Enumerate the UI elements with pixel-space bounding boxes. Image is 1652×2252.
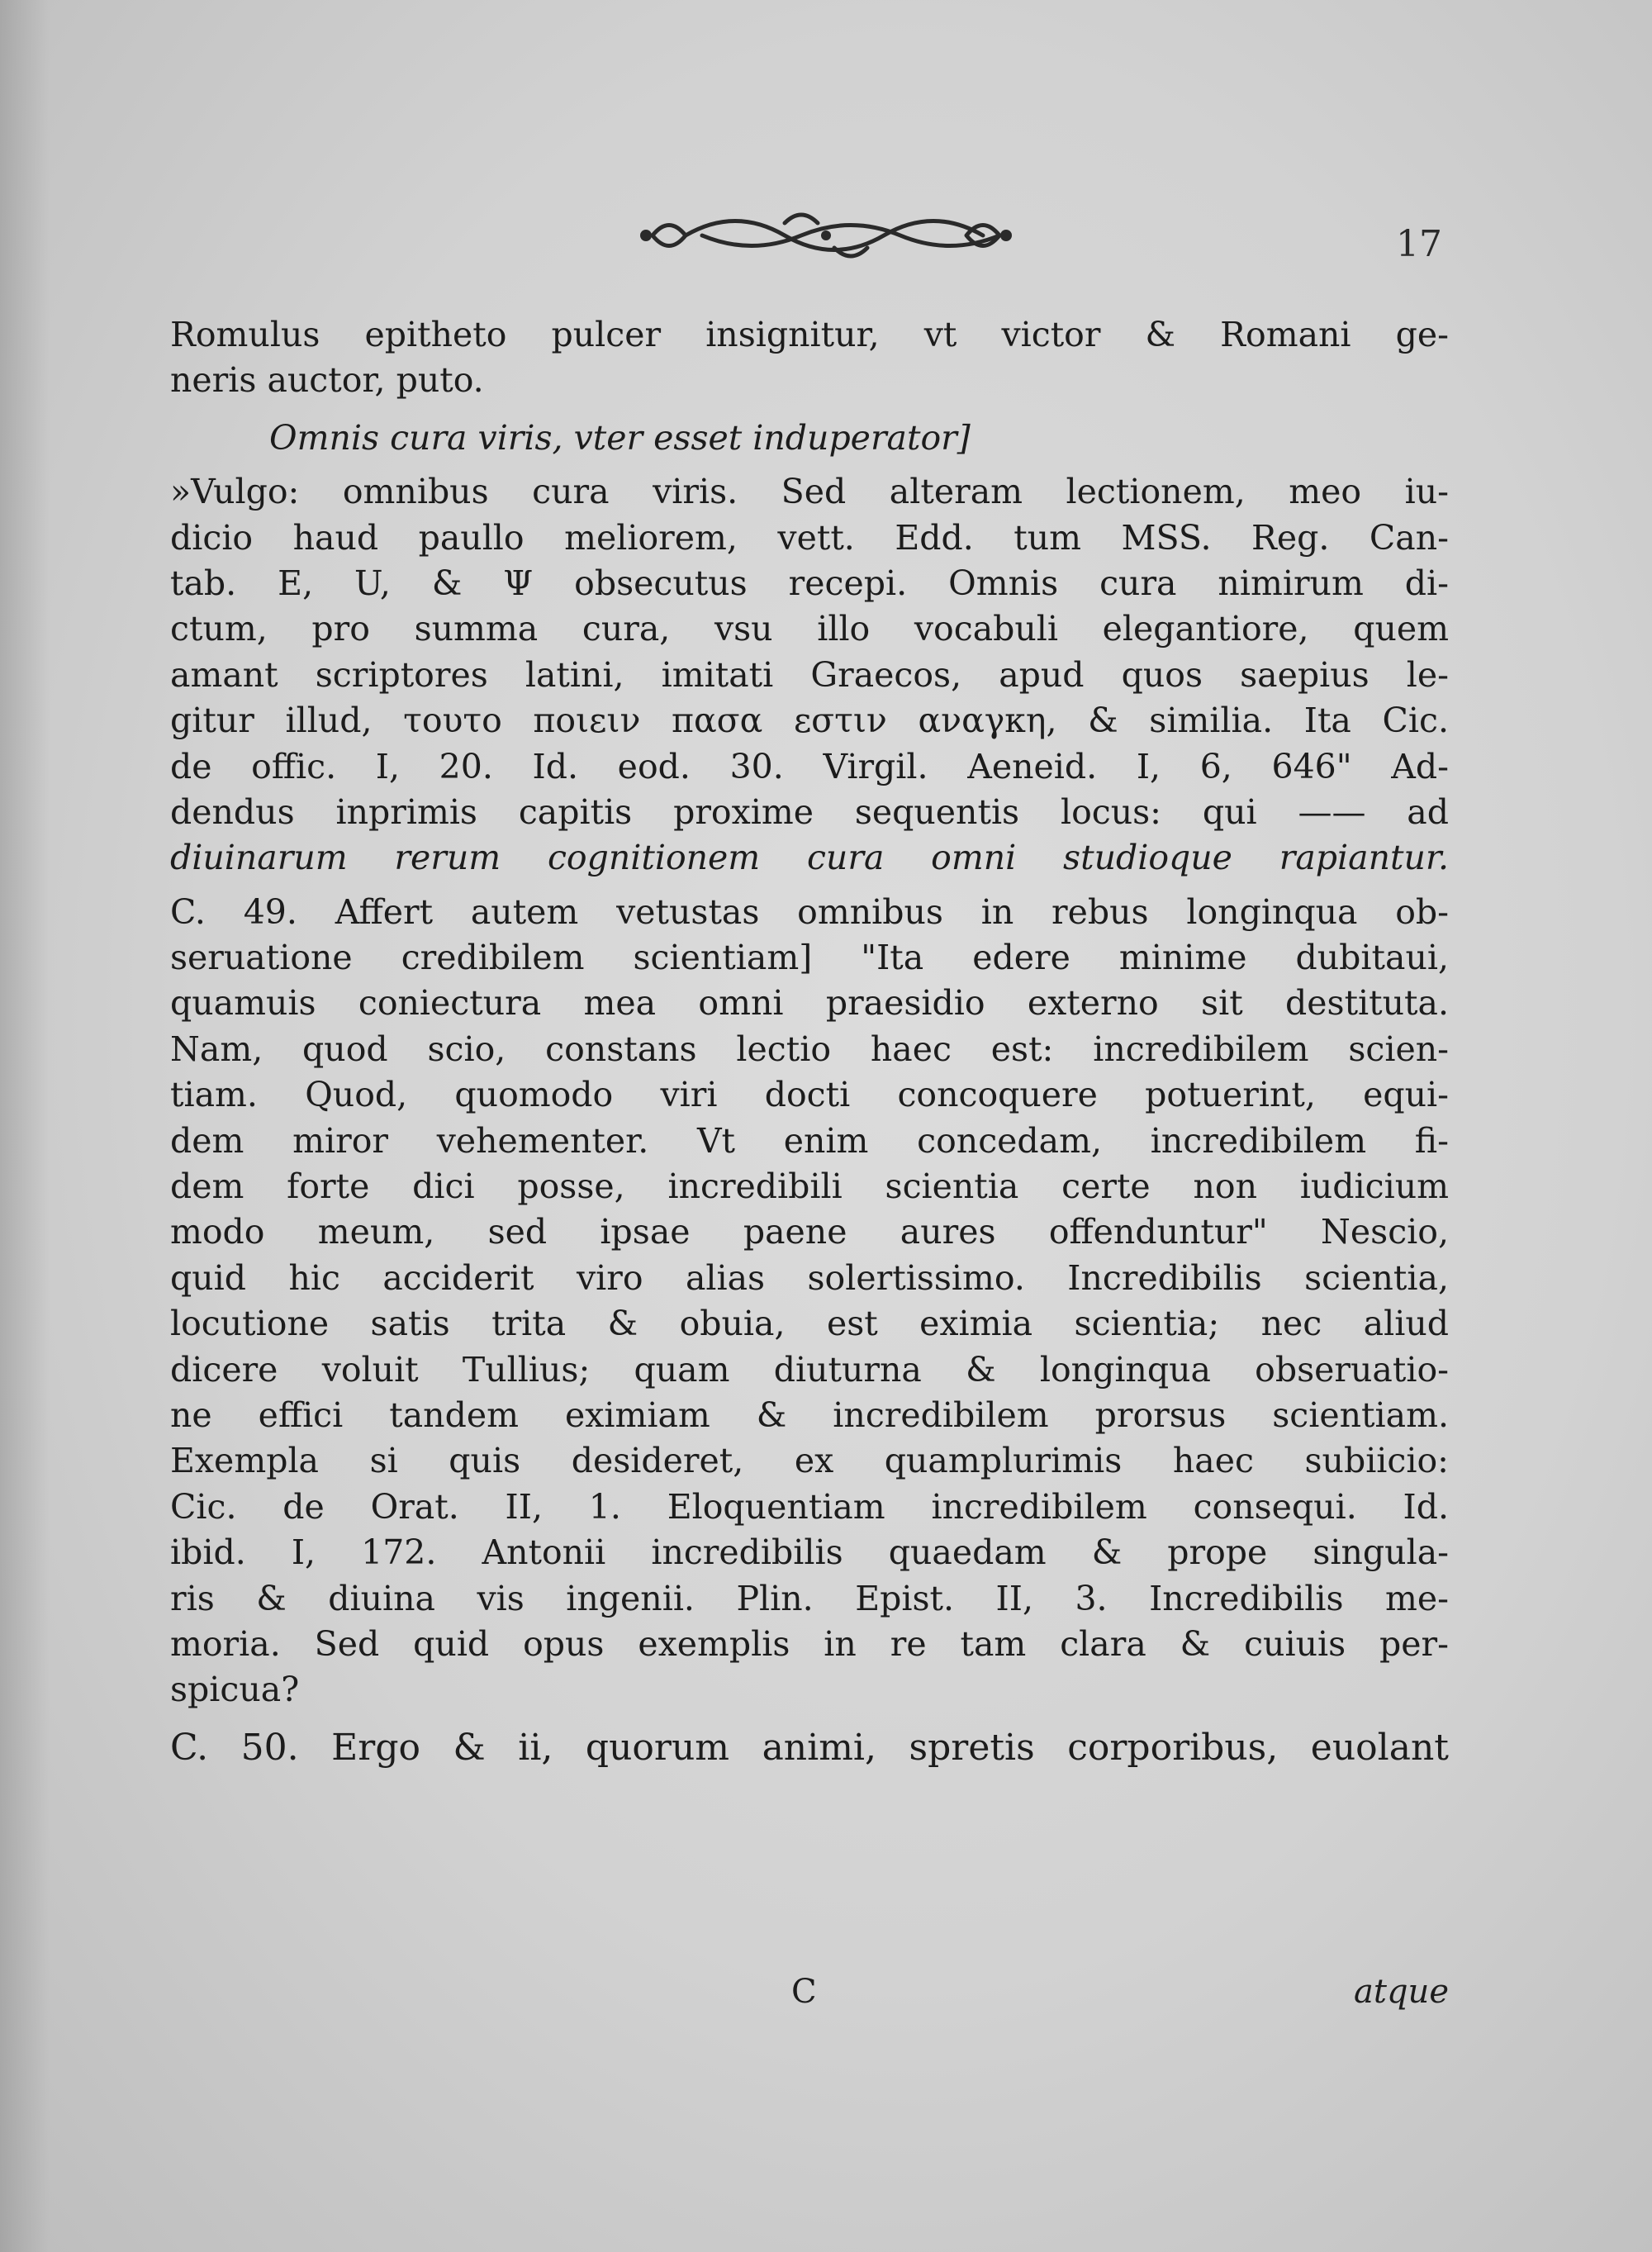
headpiece-ornament	[636, 198, 1016, 273]
text-line: diuinarum rerum cognitionem cura omni studioque rapiantur.	[170, 838, 1449, 878]
text-line: neris auctor, puto.	[170, 360, 484, 401]
text-line: gitur illud, τουτο ποιειν πασα εστιν αναγκη, & similia. Ita Cic.	[170, 701, 1449, 741]
text-line: dendus inprimis capitis proxime sequentis locus: qui —— ad	[170, 791, 1449, 832]
text-line: Nam, quod scio, constans lectio haec est: incredibilem scien-	[170, 1029, 1449, 1069]
text-line: ctum, pro summa cura, vsu illo vocabuli elegantiore, quem	[170, 609, 1449, 649]
text-line: tab. E, U, & Ψ obsecutus recepi. Omnis cura nimirum di-	[170, 563, 1449, 603]
text-line: quid hic acciderit viro alias solertissimo. Incredibilis scientia,	[170, 1257, 1449, 1298]
text-line: ibid. I, 172. Antonii incredibilis quaedam & prope singula-	[170, 1532, 1449, 1573]
text-line: amant scriptores latini, imitati Graecos, apud quos saepius le-	[170, 654, 1449, 695]
text-line: locutione satis trita & obuia, est eximia scientia; nec aliud	[170, 1304, 1449, 1344]
text-line: Exempla si quis desideret, ex quamplurimis haec subiicio:	[170, 1441, 1449, 1481]
text-line: dicere voluit Tullius; quam diuturna & longinqua obseruatio-	[170, 1349, 1449, 1390]
text-line: Romulus epitheto pulcer insignitur, vt victor & Romani ge-	[170, 315, 1449, 354]
signature-mark: C	[791, 1973, 817, 2011]
text-line: C. 50. Ergo & ii, quorum animi, spretis corporibus, euolant	[170, 1726, 1449, 1769]
lemma-line: Omnis cura viris, vter esset induperator]	[269, 417, 971, 458]
text-line: ne effici tandem eximiam & incredibilem prorsus scientiam.	[170, 1394, 1449, 1435]
page-number: 17	[1396, 223, 1442, 265]
text-line: dicio haud paullo meliorem, vett. Edd. tum MSS. Reg. Can-	[170, 517, 1449, 558]
text-line: quamuis coniectura mea omni praesidio externo sit destituta.	[170, 983, 1449, 1024]
binding-shadow	[0, 0, 50, 2252]
text-line: dem forte dici posse, incredibili scientia certe non iudicium	[170, 1166, 1449, 1207]
text-line: »Vulgo: omnibus cura viris. Sed alteram lectionem, meo iu-	[170, 472, 1449, 512]
text-line: C. 49. Affert autem vetustas omnibus in rebus longinqua ob-	[170, 891, 1449, 932]
text-line: seruatione credibilem scientiam] "Ita edere minime dubitaui,	[170, 938, 1449, 978]
text-line: Cic. de Orat. II, 1. Eloquentiam incredibilem consequi. Id.	[170, 1486, 1449, 1527]
text-line: ris & diuina vis ingenii. Plin. Epist. II, 3. Incredibilis me-	[170, 1578, 1449, 1618]
text-line: spicua?	[170, 1670, 300, 1710]
catchword: atque	[1354, 1973, 1449, 2011]
text-line: moria. Sed quid opus exemplis in re tam clara & cuiuis per-	[170, 1623, 1449, 1664]
text-line: dem miror vehementer. Vt enim concedam, incredibilem fi-	[170, 1120, 1449, 1161]
text-line: modo meum, sed ipsae paene aures offenduntur" Nescio,	[170, 1212, 1449, 1252]
page-footer	[170, 1973, 1449, 2022]
body-text	[170, 312, 1449, 1770]
text-line: de offic. I, 20. Id. eod. 30. Virgil. Aeneid. I, 6, 646" Ad-	[170, 746, 1449, 786]
text-line: tiam. Quod, quomodo viri docti concoquere potuerint, equi-	[170, 1075, 1449, 1115]
